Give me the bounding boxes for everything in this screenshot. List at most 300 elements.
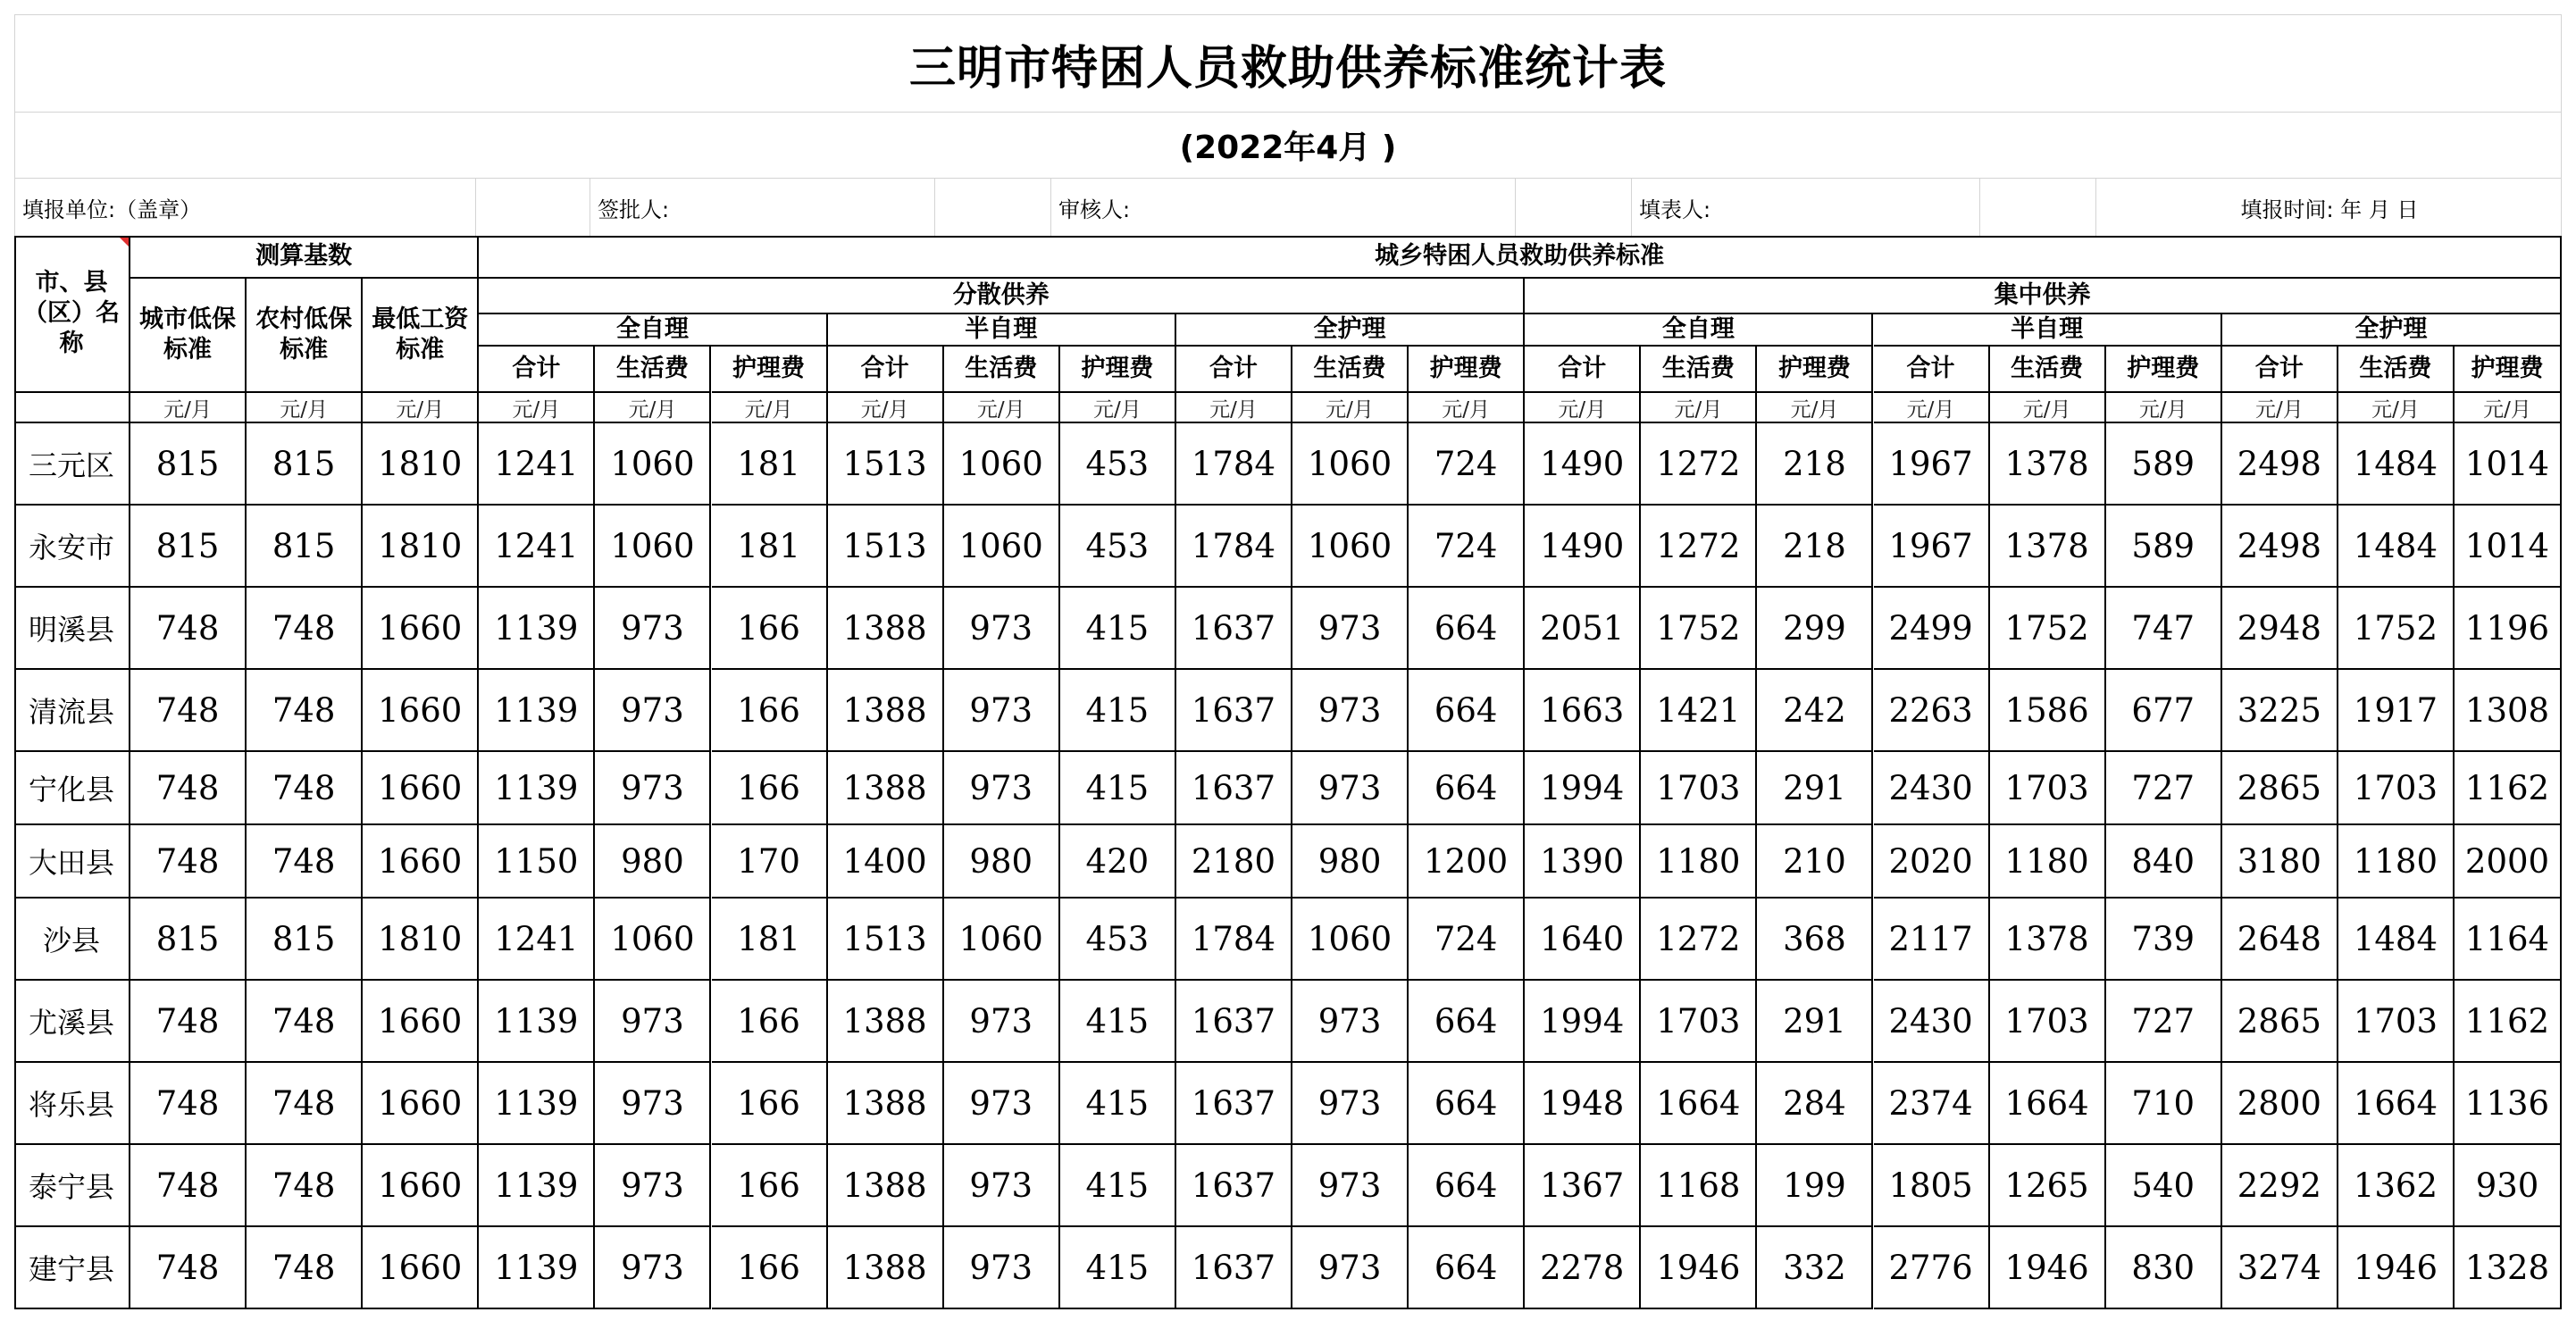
table-cell: 973 (944, 1063, 1060, 1145)
subtitle-row (14, 113, 2562, 179)
unit-cell: 元/月 (363, 393, 479, 423)
table-cell: 815 (247, 506, 363, 588)
table-cell: 166 (712, 752, 828, 825)
row-region-name: 清流县 (14, 670, 130, 752)
table-cell: 1967 (1874, 423, 1990, 506)
table-cell: 1484 (2338, 423, 2455, 506)
sub-col-header: 护理费 (1757, 347, 1873, 393)
table-cell: 1805 (1874, 1145, 1990, 1227)
table-cell: 453 (1060, 899, 1176, 981)
table-cell: 664 (1409, 588, 1525, 670)
table-cell: 1388 (828, 1145, 944, 1227)
table-cell: 1810 (363, 899, 479, 981)
unit-cell: 元/月 (1060, 393, 1176, 423)
table-cell: 2292 (2222, 1145, 2338, 1227)
table-cell: 1139 (479, 1145, 595, 1227)
care-level-header: 半自理 (1874, 314, 2222, 347)
table-cell: 453 (1060, 506, 1176, 588)
table-cell: 1060 (595, 506, 711, 588)
table-cell: 980 (595, 825, 711, 899)
table-cell: 166 (712, 670, 828, 752)
sub-col-header: 生活费 (595, 347, 711, 393)
table-cell: 368 (1757, 899, 1873, 981)
table-cell: 1703 (1990, 981, 2106, 1063)
table-cell: 840 (2106, 825, 2222, 899)
table-cell: 2263 (1874, 670, 1990, 752)
table-cell: 1388 (828, 1227, 944, 1309)
table-cell: 1139 (479, 981, 595, 1063)
table-cell: 1241 (479, 506, 595, 588)
table-cell: 1060 (1292, 506, 1409, 588)
table-cell: 166 (712, 1063, 828, 1145)
table-cell: 748 (247, 1227, 363, 1309)
unit-cell: 元/月 (944, 393, 1060, 423)
table-cell: 2498 (2222, 423, 2338, 506)
table-cell: 1400 (828, 825, 944, 899)
table-cell: 973 (595, 1063, 711, 1145)
table-cell: 1513 (828, 423, 944, 506)
table-cell: 3274 (2222, 1227, 2338, 1309)
care-level-header: 半自理 (828, 314, 1176, 347)
table-cell: 1196 (2455, 588, 2562, 670)
table-cell: 166 (712, 1145, 828, 1227)
table-cell: 973 (595, 752, 711, 825)
standards-table (14, 236, 2562, 1309)
table-cell: 1490 (1525, 506, 1641, 588)
table-cell: 1328 (2455, 1227, 2562, 1309)
standard-group-header: 城乡特困人员救助供养标准 (479, 236, 2562, 279)
table-cell: 2865 (2222, 752, 2338, 825)
table-cell: 1703 (2338, 752, 2455, 825)
table-cell: 170 (712, 825, 828, 899)
table-cell: 748 (130, 1145, 247, 1227)
table-cell: 748 (130, 981, 247, 1063)
table-cell: 284 (1757, 1063, 1873, 1145)
table-cell: 677 (2106, 670, 2222, 752)
table-cell: 664 (1409, 1063, 1525, 1145)
table-cell: 3180 (2222, 825, 2338, 899)
table-cell: 1136 (2455, 1063, 2562, 1145)
row-region-name: 大田县 (14, 825, 130, 899)
table-cell: 748 (247, 670, 363, 752)
table-cell: 453 (1060, 423, 1176, 506)
spreadsheet (14, 14, 2562, 1315)
table-cell: 199 (1757, 1145, 1873, 1227)
unit-blank-cell (14, 393, 130, 423)
approver-label: 签批人: (590, 179, 935, 236)
table-cell: 1241 (479, 423, 595, 506)
table-cell: 748 (247, 1063, 363, 1145)
table-cell: 1637 (1176, 1063, 1292, 1145)
table-cell: 748 (130, 1227, 247, 1309)
table-cell: 1637 (1176, 752, 1292, 825)
table-cell: 2000 (2455, 825, 2562, 899)
table-cell: 748 (130, 670, 247, 752)
table-cell: 1946 (1990, 1227, 2106, 1309)
table-cell: 973 (595, 981, 711, 1063)
table-cell: 973 (595, 670, 711, 752)
table-cell: 664 (1409, 1145, 1525, 1227)
table-cell: 2498 (2222, 506, 2338, 588)
table-cell: 3225 (2222, 670, 2338, 752)
table-cell: 1367 (1525, 1145, 1641, 1227)
unit-cell: 元/月 (595, 393, 711, 423)
table-cell: 1660 (363, 752, 479, 825)
table-cell: 1162 (2455, 752, 2562, 825)
table-cell: 1946 (2338, 1227, 2455, 1309)
table-cell: 2499 (1874, 588, 1990, 670)
table-cell: 727 (2106, 752, 2222, 825)
table-cell: 1272 (1641, 899, 1757, 981)
table-cell: 1484 (2338, 899, 2455, 981)
sub-col-header: 护理费 (2106, 347, 2222, 393)
info-blank-cell (1516, 179, 1632, 236)
unit-cell: 元/月 (1757, 393, 1873, 423)
table-cell: 1784 (1176, 506, 1292, 588)
info-blank-cell (1980, 179, 2096, 236)
table-cell: 1513 (828, 506, 944, 588)
table-cell: 748 (247, 981, 363, 1063)
table-cell: 1241 (479, 899, 595, 981)
table-cell: 1060 (1292, 423, 1409, 506)
table-cell: 1948 (1525, 1063, 1641, 1145)
table-cell: 1664 (1990, 1063, 2106, 1145)
table-cell: 1362 (2338, 1145, 2455, 1227)
table-cell: 1388 (828, 1063, 944, 1145)
info-blank-cell (476, 179, 590, 236)
table-cell: 166 (712, 981, 828, 1063)
table-cell: 166 (712, 588, 828, 670)
sub-col-header: 合计 (479, 347, 595, 393)
table-cell: 1637 (1176, 588, 1292, 670)
basis-col-header: 城市低保标准 (130, 279, 247, 393)
table-cell: 1388 (828, 981, 944, 1063)
table-cell: 1752 (2338, 588, 2455, 670)
table-cell: 748 (247, 588, 363, 670)
sub-col-header: 生活费 (1292, 347, 1409, 393)
table-cell: 1703 (2338, 981, 2455, 1063)
unit-cell: 元/月 (479, 393, 595, 423)
table-cell: 181 (712, 423, 828, 506)
row-region-name: 明溪县 (14, 588, 130, 670)
table-cell: 1660 (363, 670, 479, 752)
sub-col-header: 合计 (828, 347, 944, 393)
table-cell: 291 (1757, 752, 1873, 825)
unit-cell: 元/月 (828, 393, 944, 423)
table-cell: 589 (2106, 423, 2222, 506)
table-cell: 1139 (479, 670, 595, 752)
table-cell: 1660 (363, 588, 479, 670)
row-region-name: 尤溪县 (14, 981, 130, 1063)
sub-col-header: 生活费 (1990, 347, 2106, 393)
table-cell: 1180 (1990, 825, 2106, 899)
table-cell: 664 (1409, 981, 1525, 1063)
table-cell: 973 (1292, 588, 1409, 670)
report-time-label: 填报时间: 年 月 日 (2240, 196, 2419, 222)
table-cell: 815 (130, 899, 247, 981)
table-cell: 1378 (1990, 423, 2106, 506)
table-cell: 1660 (363, 825, 479, 899)
table-cell: 747 (2106, 588, 2222, 670)
sub-col-header: 护理费 (1409, 347, 1525, 393)
table-cell: 1388 (828, 670, 944, 752)
basis-col-header: 农村低保标准 (247, 279, 363, 393)
table-cell: 1660 (363, 1063, 479, 1145)
row-region-name: 沙县 (14, 899, 130, 981)
table-cell: 291 (1757, 981, 1873, 1063)
info-row (14, 179, 2562, 236)
row-region-name: 建宁县 (14, 1227, 130, 1309)
table-cell: 2117 (1874, 899, 1990, 981)
table-cell: 420 (1060, 825, 1176, 899)
table-cell: 1994 (1525, 981, 1641, 1063)
info-blank-cell (935, 179, 1051, 236)
table-cell: 1664 (1641, 1063, 1757, 1145)
sub-col-header: 生活费 (2338, 347, 2455, 393)
row-region-name: 宁化县 (14, 752, 130, 825)
sub-col-header: 生活费 (944, 347, 1060, 393)
filler-label: 填表人: (1632, 179, 1980, 236)
table-cell: 830 (2106, 1227, 2222, 1309)
table-cell: 2051 (1525, 588, 1641, 670)
table-cell: 748 (130, 825, 247, 899)
unit-cell: 元/月 (247, 393, 363, 423)
table-cell: 1164 (2455, 899, 2562, 981)
table-cell: 1703 (1990, 752, 2106, 825)
unit-cell: 元/月 (2222, 393, 2338, 423)
table-cell: 973 (595, 1227, 711, 1309)
table-cell: 1060 (944, 423, 1060, 506)
table-cell: 1994 (1525, 752, 1641, 825)
table-cell: 748 (130, 752, 247, 825)
table-cell: 1180 (2338, 825, 2455, 899)
table-cell: 2800 (2222, 1063, 2338, 1145)
table-cell: 2648 (2222, 899, 2338, 981)
table-cell: 210 (1757, 825, 1873, 899)
table-cell: 1390 (1525, 825, 1641, 899)
sub-col-header: 合计 (1525, 347, 1641, 393)
table-cell: 815 (130, 423, 247, 506)
table-cell: 2776 (1874, 1227, 1990, 1309)
care-level-header: 全护理 (2222, 314, 2562, 347)
table-cell: 1513 (828, 899, 944, 981)
table-cell: 1703 (1641, 752, 1757, 825)
table-cell: 724 (1409, 423, 1525, 506)
table-cell: 1784 (1176, 423, 1292, 506)
table-cell: 242 (1757, 670, 1873, 752)
table-cell: 2430 (1874, 752, 1990, 825)
unit-cell: 元/月 (130, 393, 247, 423)
table-cell: 1014 (2455, 423, 2562, 506)
sub-col-header: 护理费 (1060, 347, 1176, 393)
table-cell: 415 (1060, 1145, 1176, 1227)
table-cell: 1490 (1525, 423, 1641, 506)
unit-cell: 元/月 (2338, 393, 2455, 423)
table-cell: 815 (130, 506, 247, 588)
table-cell: 1060 (944, 506, 1060, 588)
table-cell: 1060 (1292, 899, 1409, 981)
table-cell: 664 (1409, 1227, 1525, 1309)
table-cell: 1810 (363, 506, 479, 588)
table-cell: 1139 (479, 1227, 595, 1309)
table-cell: 181 (712, 899, 828, 981)
table-cell: 415 (1060, 752, 1176, 825)
table-cell: 2020 (1874, 825, 1990, 899)
page-title: 三明市特困人员救助供养标准统计表 (908, 41, 1667, 96)
table-cell: 1200 (1409, 825, 1525, 899)
table-cell: 973 (1292, 1145, 1409, 1227)
table-cell: 1388 (828, 752, 944, 825)
table-cell: 724 (1409, 899, 1525, 981)
table-cell: 1967 (1874, 506, 1990, 588)
table-cell: 415 (1060, 981, 1176, 1063)
row-region-name: 三元区 (14, 423, 130, 506)
table-cell: 724 (1409, 506, 1525, 588)
table-cell: 166 (712, 1227, 828, 1309)
table-cell: 1378 (1990, 506, 2106, 588)
table-cell: 973 (944, 1227, 1060, 1309)
table-cell: 415 (1060, 588, 1176, 670)
reviewer-label: 审核人: (1051, 179, 1516, 236)
comment-indicator-icon (120, 238, 129, 247)
unit-cell: 元/月 (1874, 393, 1990, 423)
table-cell: 1663 (1525, 670, 1641, 752)
table-cell: 415 (1060, 1063, 1176, 1145)
table-cell: 710 (2106, 1063, 2222, 1145)
sub-col-header: 护理费 (2455, 347, 2562, 393)
table-cell: 980 (944, 825, 1060, 899)
basis-col-header: 最低工资标准 (363, 279, 479, 393)
centralized-header: 集中供养 (1525, 279, 2562, 314)
table-cell: 1014 (2455, 506, 2562, 588)
care-level-header: 全护理 (1176, 314, 1525, 347)
table-cell: 218 (1757, 506, 1873, 588)
table-cell: 727 (2106, 981, 2222, 1063)
table-cell: 2278 (1525, 1227, 1641, 1309)
table-cell: 218 (1757, 423, 1873, 506)
table-cell: 299 (1757, 588, 1873, 670)
table-cell: 1060 (944, 899, 1060, 981)
table-cell: 1946 (1641, 1227, 1757, 1309)
region-header: 市、县（区）名称 (14, 236, 130, 393)
table-cell: 973 (1292, 1227, 1409, 1309)
table-cell: 415 (1060, 670, 1176, 752)
table-cell: 973 (944, 981, 1060, 1063)
basis-group-header: 测算基数 (130, 236, 479, 279)
table-cell: 815 (247, 423, 363, 506)
sub-col-header: 护理费 (712, 347, 828, 393)
table-cell: 415 (1060, 1227, 1176, 1309)
table-cell: 739 (2106, 899, 2222, 981)
table-cell: 1060 (595, 423, 711, 506)
table-cell: 973 (1292, 670, 1409, 752)
care-level-header: 全自理 (1525, 314, 1873, 347)
sub-col-header: 合计 (2222, 347, 2338, 393)
table-cell: 1664 (2338, 1063, 2455, 1145)
unit-cell: 元/月 (1292, 393, 1409, 423)
table-cell: 2865 (2222, 981, 2338, 1063)
table-cell: 540 (2106, 1145, 2222, 1227)
table-cell: 1752 (1990, 588, 2106, 670)
table-cell: 1637 (1176, 670, 1292, 752)
table-cell: 1308 (2455, 670, 2562, 752)
table-cell: 2374 (1874, 1063, 1990, 1145)
table-cell: 1586 (1990, 670, 2106, 752)
table-cell: 2430 (1874, 981, 1990, 1063)
unit-cell: 元/月 (2455, 393, 2562, 423)
table-cell: 1378 (1990, 899, 2106, 981)
unit-cell: 元/月 (1990, 393, 2106, 423)
table-cell: 973 (944, 752, 1060, 825)
unit-cell: 元/月 (1176, 393, 1292, 423)
table-cell: 748 (247, 752, 363, 825)
row-region-name: 泰宁县 (14, 1145, 130, 1227)
table-cell: 2180 (1176, 825, 1292, 899)
table-cell: 2948 (2222, 588, 2338, 670)
table-cell: 973 (595, 1145, 711, 1227)
table-cell: 1640 (1525, 899, 1641, 981)
table-cell: 664 (1409, 670, 1525, 752)
sub-col-header: 合计 (1176, 347, 1292, 393)
unit-cell: 元/月 (2106, 393, 2222, 423)
table-cell: 973 (1292, 752, 1409, 825)
table-cell: 664 (1409, 752, 1525, 825)
table-cell: 973 (1292, 981, 1409, 1063)
unit-cell: 元/月 (712, 393, 828, 423)
table-cell: 1139 (479, 752, 595, 825)
table-cell: 1421 (1641, 670, 1757, 752)
table-cell: 1388 (828, 588, 944, 670)
unit-cell: 元/月 (1409, 393, 1525, 423)
table-cell: 1810 (363, 423, 479, 506)
table-cell: 1660 (363, 981, 479, 1063)
reporting-unit-label: 填报单位:（盖章） (15, 179, 476, 236)
row-region-name: 将乐县 (14, 1063, 130, 1145)
table-cell: 815 (247, 899, 363, 981)
table-cell: 1162 (2455, 981, 2562, 1063)
dispersed-header: 分散供养 (479, 279, 1525, 314)
table-cell: 1637 (1176, 981, 1292, 1063)
row-region-name: 永安市 (14, 506, 130, 588)
table-cell: 1272 (1641, 423, 1757, 506)
title-row (14, 14, 2562, 113)
table-cell: 589 (2106, 506, 2222, 588)
table-cell: 1784 (1176, 899, 1292, 981)
table-cell: 1917 (2338, 670, 2455, 752)
table-cell: 1265 (1990, 1145, 2106, 1227)
table-cell: 748 (247, 825, 363, 899)
table-cell: 973 (944, 1145, 1060, 1227)
table-cell: 1139 (479, 588, 595, 670)
sub-col-header: 合计 (1874, 347, 1990, 393)
table-cell: 1752 (1641, 588, 1757, 670)
table-cell: 1180 (1641, 825, 1757, 899)
table-cell: 1637 (1176, 1145, 1292, 1227)
table-cell: 1168 (1641, 1145, 1757, 1227)
table-cell: 1150 (479, 825, 595, 899)
table-cell: 181 (712, 506, 828, 588)
sub-col-header: 生活费 (1641, 347, 1757, 393)
report-period: (2022年4月 ) (1179, 130, 1397, 166)
table-cell: 1703 (1641, 981, 1757, 1063)
table-cell: 973 (1292, 1063, 1409, 1145)
table-cell: 1660 (363, 1145, 479, 1227)
table-cell: 1060 (595, 899, 711, 981)
table-cell: 1272 (1641, 506, 1757, 588)
table-cell: 1139 (479, 1063, 595, 1145)
table-cell: 980 (1292, 825, 1409, 899)
care-level-header: 全自理 (479, 314, 827, 347)
